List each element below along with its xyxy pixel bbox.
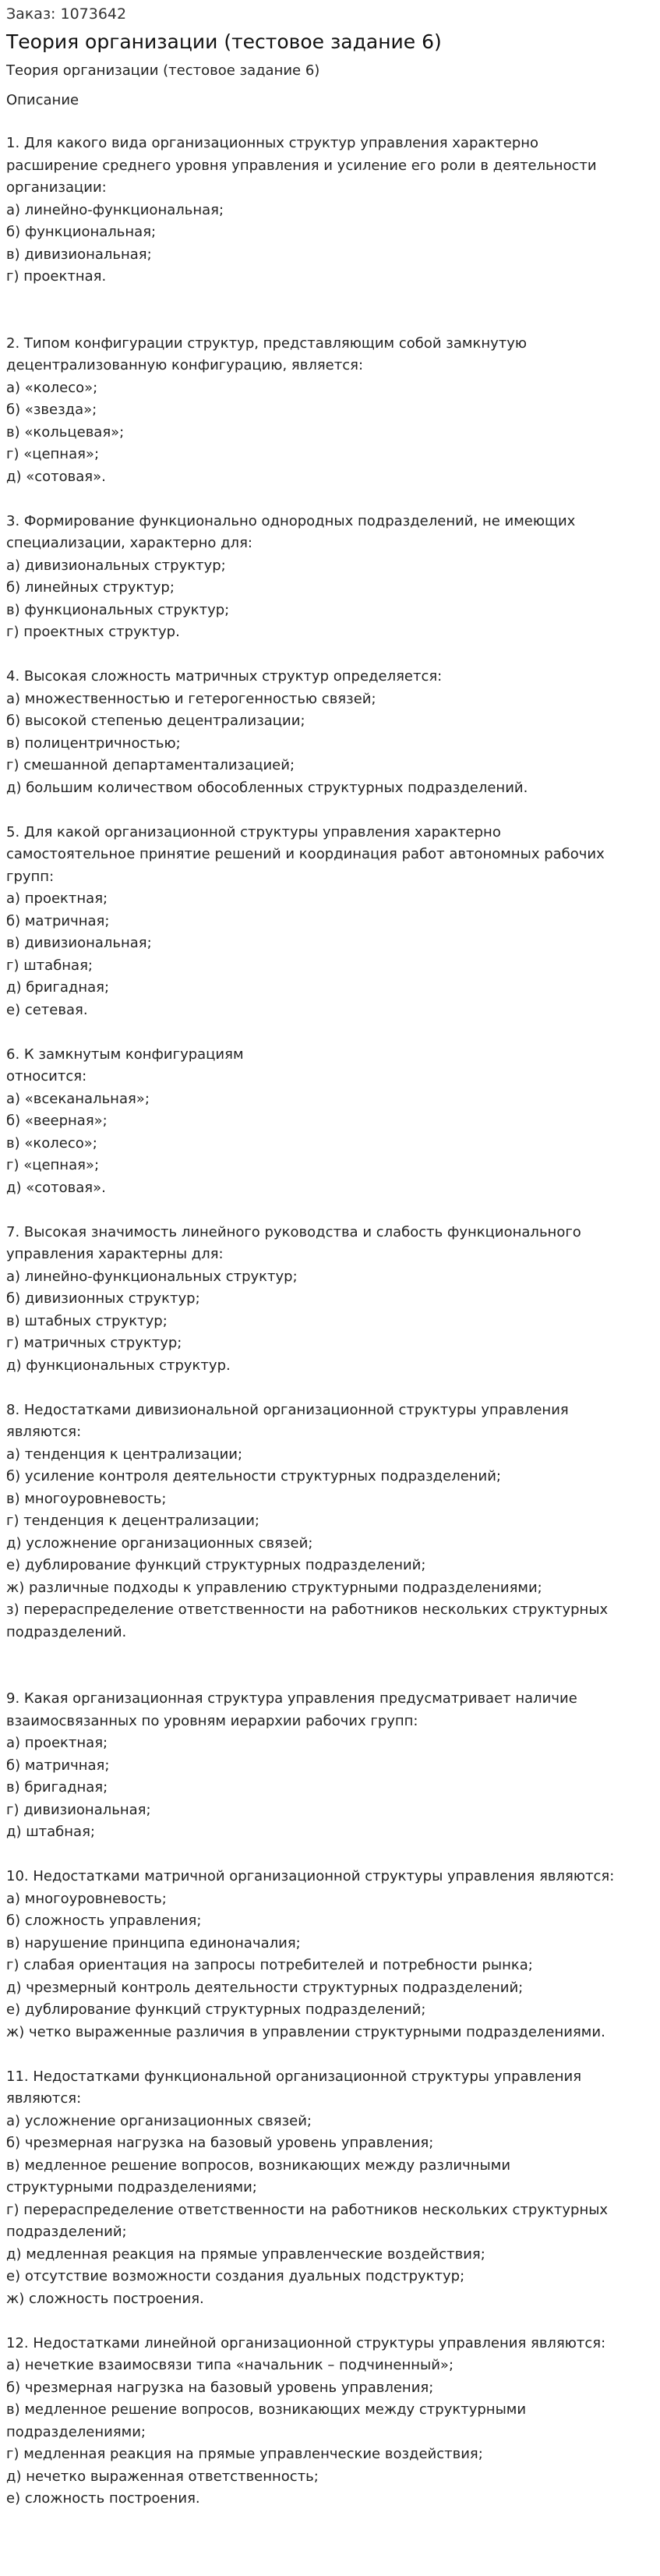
content-line: а) линейно-функциональных структур; bbox=[6, 1268, 298, 1285]
content-line: а) проектная; bbox=[6, 1735, 108, 1751]
content-line: б) «веерная»; bbox=[6, 1113, 108, 1129]
blank-line bbox=[6, 288, 653, 311]
content-line: 8. Недостатками дивизиональной организационной структуры управления bbox=[6, 1401, 569, 1418]
content-line: г) смешанной департаментализацией; bbox=[6, 757, 295, 773]
content-line: а) «всеканальная»; bbox=[6, 1090, 150, 1107]
content-line: г) слабая ориентация на запросы потребителей и потребности рынка; bbox=[6, 1957, 533, 1973]
content-line: а) множественностью и гетерогенностью связей; bbox=[6, 690, 376, 707]
content-line: е) отсутствие возможности создания дуальных подструктур; bbox=[6, 2268, 465, 2284]
blank-line bbox=[6, 1021, 653, 1044]
content-line: е) дублирование функций структурных подразделений; bbox=[6, 1557, 426, 1573]
content-line: д) «сотовая». bbox=[6, 1179, 106, 1196]
content-line: б) дивизионных структур; bbox=[6, 1290, 200, 1307]
content-line: д) бригадная; bbox=[6, 979, 110, 996]
content-line: подразделений; bbox=[6, 2224, 127, 2240]
content-line: групп: bbox=[6, 868, 55, 885]
content-line: децентрализованную конфигурацию, является: bbox=[6, 357, 364, 373]
description-label: Описание bbox=[6, 92, 79, 108]
content-line: а) дивизиональных структур; bbox=[6, 557, 226, 574]
content-line: е) сетевая. bbox=[6, 1001, 88, 1018]
content-line: а) усложнение организационных связей; bbox=[6, 2112, 312, 2129]
content-line: д) нечетко выраженная ответственность; bbox=[6, 2468, 319, 2485]
content-line: в) многоуровневость; bbox=[6, 1490, 167, 1507]
content-line: в) «колесо»; bbox=[6, 1134, 97, 1152]
page-subtitle: Теория организации (тестовое задание 6) bbox=[6, 62, 320, 79]
content-line: являются: bbox=[6, 1424, 82, 1440]
content-line: б) чрезмерная нагрузка на базовый уровень управления; bbox=[6, 2135, 434, 2151]
content-line: г) дивизиональная; bbox=[6, 1801, 151, 1818]
content-line: организации: bbox=[6, 179, 107, 196]
content-line: в) медленное решение вопросов, возникающих между различными bbox=[6, 2157, 511, 2174]
content-line: 2. Типом конфигурации структур, представляющим собой замкнутую bbox=[6, 334, 528, 352]
content-line: д) штабная; bbox=[6, 1824, 95, 1840]
page-title: Теория организации (тестовое задание 6) bbox=[6, 30, 442, 53]
content-line: 3. Формирование функционально однородных подразделений, не имеющих bbox=[6, 512, 576, 529]
content-line: в) медленное решение вопросов, возникающих между структурными bbox=[6, 2401, 527, 2418]
blank-line bbox=[6, 1377, 653, 1399]
blank-line bbox=[6, 1844, 653, 1867]
order-number: Заказ: 1073642 bbox=[6, 5, 127, 23]
content-line: а) «колесо»; bbox=[6, 379, 98, 396]
content-line: д) «сотовая». bbox=[6, 468, 106, 485]
content-line: г) матричных структур; bbox=[6, 1335, 182, 1351]
content-line: структурными подразделениями; bbox=[6, 2179, 257, 2196]
content-line: 1. Для какого вида организационных структур управления характерно bbox=[6, 135, 539, 151]
content-line: специализации, характерно для: bbox=[6, 535, 252, 551]
content-line: б) чрезмерная нагрузка на базовый уровень управления; bbox=[6, 2379, 434, 2396]
content-line: ж) четко выраженные различия в управлении структурными подразделениями. bbox=[6, 2023, 605, 2040]
content-line: б) усиление контроля деятельности структурных подразделений; bbox=[6, 1468, 502, 1484]
content-line: ж) различные подходы к управлению структурными подразделениями; bbox=[6, 1579, 542, 1596]
content-line: 6. К замкнутым конфигурациям bbox=[6, 1046, 244, 1063]
content-line: 9. Какая организационная структура управления предусматривает наличие bbox=[6, 1690, 577, 1707]
content-line: г) перераспределение ответственности на работников нескольких структурных bbox=[6, 2201, 609, 2218]
content-line: г) «цепная»; bbox=[6, 1157, 100, 1173]
blank-line bbox=[6, 488, 653, 511]
blank-line bbox=[6, 2043, 653, 2066]
content-line: д) чрезмерный контроль деятельности структурных подразделений; bbox=[6, 1979, 524, 1996]
content-line: б) матричная; bbox=[6, 912, 110, 929]
blank-line bbox=[6, 1666, 653, 1689]
content-line: з) перераспределение ответственности на работников нескольких структурных bbox=[6, 1601, 609, 1618]
content-line: г) «цепная»; bbox=[6, 446, 100, 462]
content-line: б) линейных структур; bbox=[6, 579, 175, 596]
content-line: 12. Недостатками линейной организационной структуры управления являются: bbox=[6, 2334, 606, 2351]
content-line: г) тенденция к децентрализации; bbox=[6, 1513, 259, 1529]
blank-line bbox=[6, 310, 653, 333]
content-line: а) тенденция к централизации; bbox=[6, 1445, 243, 1463]
content-line: в) нарушение принципа единоначалия; bbox=[6, 1934, 301, 1951]
blank-line bbox=[6, 2310, 653, 2333]
blank-line bbox=[6, 644, 653, 667]
blank-line bbox=[6, 1644, 653, 1666]
content-line: в) «кольцевая»; bbox=[6, 423, 125, 441]
content-line: в) полицентричностью; bbox=[6, 734, 181, 752]
content-line: б) высокой степенью децентрализации; bbox=[6, 713, 305, 729]
task-content bbox=[6, 133, 653, 2511]
content-line: 5. Для какой организационной структуры управления характерно bbox=[6, 823, 501, 840]
content-line: г) штабная; bbox=[6, 957, 93, 974]
content-line: а) нечеткие взаимосвязи типа «начальник – подчиненный»; bbox=[6, 2357, 454, 2373]
content-line: г) проектных структур. bbox=[6, 624, 180, 640]
content-line: 11. Недостатками функциональной организационной структуры управления bbox=[6, 2068, 582, 2085]
content-line: в) штабных структур; bbox=[6, 1312, 168, 1329]
content-line: б) сложность управления; bbox=[6, 1913, 202, 1929]
content-line: взаимосвязанных по уровням иерархии рабочих групп: bbox=[6, 1712, 418, 1729]
content-line: а) многоуровневость; bbox=[6, 1890, 167, 1907]
content-line: 10. Недостатками матричной организационной структуры управления являются: bbox=[6, 1868, 615, 1884]
content-line: подразделений. bbox=[6, 1623, 127, 1640]
content-line: 4. Высокая сложность матричных структур определяется: bbox=[6, 668, 443, 685]
blank-line bbox=[6, 1199, 653, 1222]
content-line: расширение среднего уровня управления и усиление его роли в деятельности bbox=[6, 157, 597, 174]
content-line: г) проектная. bbox=[6, 268, 107, 285]
content-line: 7. Высокая значимость линейного руководства и слабость функционального bbox=[6, 1223, 581, 1240]
content-line: ж) сложность построения. bbox=[6, 2290, 204, 2307]
content-line: относится: bbox=[6, 1068, 87, 1085]
content-line: а) проектная; bbox=[6, 890, 108, 907]
content-line: г) медленная реакция на прямые управленческие воздействия; bbox=[6, 2446, 483, 2462]
content-line: самостоятельное принятие решений и координация работ автономных рабочих bbox=[6, 846, 605, 862]
content-line: в) дивизиональная; bbox=[6, 246, 152, 263]
content-line: а) линейно-функциональная; bbox=[6, 201, 224, 218]
content-line: подразделениями; bbox=[6, 2423, 146, 2440]
blank-line bbox=[6, 799, 653, 822]
content-line: являются: bbox=[6, 2090, 82, 2107]
content-line: д) функциональных структур. bbox=[6, 1357, 231, 1374]
content-line: б) функциональная; bbox=[6, 224, 157, 240]
content-line: в) функциональных структур; bbox=[6, 601, 230, 618]
content-line: д) медленная реакция на прямые управленческие воздействия; bbox=[6, 2245, 485, 2263]
content-line: д) большим количеством обособленных структурных подразделений. bbox=[6, 779, 528, 796]
content-line: б) матричная; bbox=[6, 1757, 110, 1774]
content-line: в) дивизиональная; bbox=[6, 935, 152, 951]
content-line: б) «звезда»; bbox=[6, 402, 97, 418]
content-line: е) дублирование функций структурных подразделений; bbox=[6, 2001, 426, 2018]
content-line: в) бригадная; bbox=[6, 1779, 108, 1796]
content-line: е) сложность построения. bbox=[6, 2490, 200, 2507]
content-line: д) усложнение организационных связей; bbox=[6, 1534, 313, 1552]
content-line: управления характерны для: bbox=[6, 1246, 224, 1262]
